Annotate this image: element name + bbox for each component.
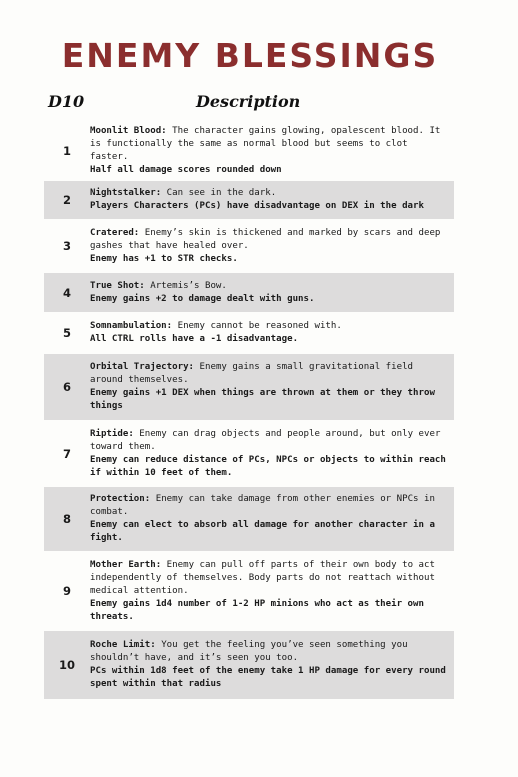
column-header-roll: D10	[48, 92, 85, 111]
blessing-name: Cratered:	[90, 227, 140, 238]
roll-number: 9	[62, 584, 71, 598]
blessing-effect: All CTRL rolls have a -1 disadvantage.	[90, 334, 299, 344]
row-description	[90, 559, 450, 624]
blessing-effect: Enemy can elect to absorb all damage for another character in a fight.	[90, 520, 435, 543]
blessing-name: Moonlit Blood:	[90, 125, 167, 136]
blessing-effect: Players Characters (PCs) have disadvantage on DEX in the dark	[90, 201, 424, 211]
table-row	[44, 551, 454, 631]
blessing-name: Protection:	[90, 494, 151, 504]
blessing-text: The character gains glowing, opalescent blood. It is functionally the same as normal blood but seems to clot faster.	[90, 125, 441, 162]
table-row	[44, 312, 454, 354]
page-title: ENEMY BLESSINGS	[61, 36, 439, 75]
row-description	[90, 361, 450, 413]
blessing-name: True Shot:	[90, 280, 145, 291]
row-description	[90, 187, 450, 213]
blessing-effect: Enemy can reduce distance of PCs, NPCs or objects to within reach if within 10 feet of them.	[90, 454, 446, 478]
blessing-effect: Enemy gains +1 DEX when things are thrown at them or they throw things	[90, 388, 435, 411]
row-description	[90, 428, 450, 480]
roll-number: 4	[62, 285, 71, 300]
blessing-text: Enemy can drag objects and people around, but only ever toward them.	[90, 428, 441, 452]
roll-number: 10	[58, 658, 75, 672]
table-row	[44, 181, 454, 219]
table-row	[44, 219, 454, 273]
row-description	[90, 125, 450, 177]
blessing-name: Nightstalker:	[90, 188, 162, 198]
blessing-text: Enemy cannot be reasoned with.	[177, 321, 342, 331]
blessing-text: Enemy’s skin is thickened and marked by scars and deep gashes that have healed over.	[90, 227, 441, 251]
blessing-name: Orbital Trajectory:	[90, 362, 195, 372]
roll-number: 6	[62, 380, 71, 394]
table-row	[44, 420, 454, 487]
blessing-name: Somnambulation:	[90, 321, 173, 331]
blessing-text: You get the feeling you’ve seen something you shouldn’t have, and it’s seen you too.	[90, 640, 408, 663]
blessing-text: Can see in the dark.	[166, 188, 277, 198]
row-description	[90, 639, 450, 691]
blessings-table	[44, 120, 454, 699]
table-row	[44, 354, 454, 420]
row-description	[90, 320, 450, 346]
table-row	[44, 120, 454, 181]
roll-number: 2	[62, 193, 71, 207]
column-header-description: Description	[196, 92, 301, 111]
roll-number: 5	[62, 326, 71, 340]
blessing-text: Enemy can pull off parts of their own body to act independently of themselves. Body parts do not reattach without medical attention.	[90, 559, 435, 596]
blessing-effect: Enemy gains 1d4 number of 1-2 HP minions who act as their own threats.	[90, 598, 424, 622]
blessing-text: Enemy gains a small gravitational field around themselves.	[90, 362, 414, 385]
table-row	[44, 631, 454, 699]
roll-number: 7	[62, 446, 71, 461]
row-description	[90, 227, 450, 266]
blessing-effect: Half all damage scores rounded down	[90, 164, 282, 175]
row-description	[90, 493, 450, 545]
roll-number: 8	[62, 512, 71, 526]
blessing-effect: PCs within 1d8 feet of the enemy take 1 HP damage for every round spent within that radius	[90, 666, 446, 689]
blessing-effect: Enemy gains +2 to damage dealt with guns.	[90, 293, 315, 304]
blessing-text: Enemy can take damage from other enemies or NPCs in combat.	[90, 494, 435, 517]
blessing-name: Riptide:	[90, 428, 134, 439]
blessing-name: Roche Limit:	[90, 640, 156, 650]
blessing-name: Mother Earth:	[90, 559, 162, 570]
table-row	[44, 487, 454, 551]
row-description	[90, 280, 450, 306]
blessing-text: Artemis’s Bow.	[150, 280, 227, 291]
table-row	[44, 273, 454, 312]
blessing-effect: Enemy has +1 to STR checks.	[90, 253, 238, 264]
roll-number: 1	[62, 143, 71, 158]
roll-number: 3	[62, 239, 71, 253]
